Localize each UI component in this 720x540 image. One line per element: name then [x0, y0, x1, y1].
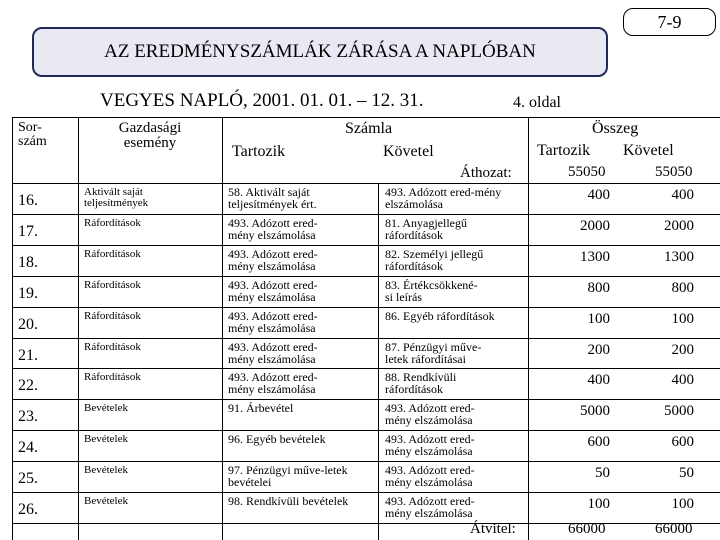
table-top-border	[12, 117, 720, 118]
atvitel-kovetel: 66000	[655, 521, 693, 537]
row-debit-account: 97. Pénzügyi műve-letek bevételei	[228, 463, 348, 490]
row-event: Ráfordítások	[84, 278, 141, 291]
atvitel-label: Átvitel:	[470, 521, 516, 537]
table-row	[12, 307, 720, 339]
row-event: Ráfordítások	[84, 247, 141, 260]
table-row	[12, 430, 720, 462]
header-osszeg: Összeg	[592, 120, 639, 137]
row-credit-account: 87. Pénzügyi műve- letek ráfordításai	[385, 339, 482, 366]
row-event: Bevételek	[84, 433, 128, 446]
row-amount-tartozik: 600	[587, 434, 610, 451]
table-row	[12, 183, 720, 215]
athozat-kovetel: 55050	[655, 164, 693, 180]
header-kovetel: Követel	[383, 143, 434, 160]
row-amount-tartozik: 800	[587, 279, 610, 296]
journal-subtitle: VEGYES NAPLÓ, 2001. 01. 01. – 12. 31.	[100, 90, 424, 111]
atvitel-tartozik: 66000	[568, 521, 606, 537]
row-credit-account: 83. Értékcsökkené- si leírás	[385, 277, 478, 304]
row-amount-kovetel: 1300	[664, 248, 694, 265]
row-event: Ráfordítások	[84, 371, 141, 384]
row-amount-tartozik: 200	[587, 341, 610, 358]
table-row	[12, 399, 720, 431]
table-row	[12, 461, 720, 493]
table-row	[12, 492, 720, 524]
row-amount-tartozik: 100	[587, 496, 610, 512]
athozat-tartozik: 55050	[568, 164, 606, 180]
row-number: 25.	[18, 470, 38, 488]
row-debit-account: 96. Egyéb bevételek	[228, 432, 326, 447]
row-amount-tartozik: 5000	[580, 403, 610, 420]
row-amount-kovetel: 400	[671, 372, 694, 389]
row-credit-account: 86. Egyéb ráfordítások	[385, 308, 495, 323]
row-number: 20.	[18, 315, 38, 333]
row-credit-account: 88. Rendkívüli ráfordítások	[385, 370, 457, 397]
row-amount-kovetel: 400	[671, 187, 694, 203]
row-amount-kovetel: 200	[671, 341, 694, 358]
row-amount-kovetel: 600	[671, 434, 694, 451]
header-esemeny: Gazdasági esemény	[118, 120, 182, 151]
row-event: Ráfordítások	[84, 340, 141, 353]
page-label: 4. oldal	[513, 94, 561, 111]
row-amount-kovetel: 800	[671, 279, 694, 296]
row-number: 17.	[18, 222, 38, 240]
row-number: 23.	[18, 408, 38, 426]
row-debit-account: 58. Aktivált saját teljesítmények ért.	[228, 185, 317, 211]
header-sorszam: Sor- szám	[18, 120, 47, 149]
row-amount-tartozik: 1300	[580, 248, 610, 265]
row-number: 19.	[18, 284, 38, 302]
row-number: 26.	[18, 501, 38, 518]
row-debit-account: 493. Adózott ered- mény elszámolása	[228, 339, 318, 366]
table-row	[12, 245, 720, 277]
row-event: Bevételek	[84, 495, 128, 507]
row-number: 21.	[18, 346, 38, 364]
table-row	[12, 338, 720, 370]
header-tartozik: Tartozik	[232, 143, 286, 160]
row-event: Bevételek	[84, 402, 128, 415]
row-debit-account: 91. Árbevétel	[228, 401, 294, 416]
row-number: 18.	[18, 253, 38, 271]
row-event: Ráfordítások	[84, 309, 141, 322]
row-debit-account: 493. Adózott ered- mény elszámolása	[228, 277, 318, 304]
row-number: 22.	[18, 377, 38, 395]
row-debit-account: 493. Adózott ered- mény elszámolása	[228, 308, 318, 335]
page-number: 7-9	[623, 8, 716, 36]
row-amount-kovetel: 100	[671, 310, 694, 327]
row-event: Ráfordítások	[84, 216, 141, 229]
row-amount-tartozik: 50	[595, 465, 610, 482]
row-amount-kovetel: 50	[679, 465, 694, 482]
row-amount-kovetel: 100	[671, 496, 694, 512]
row-credit-account: 493. Adózott ered- mény elszámolása	[385, 432, 475, 459]
header-szamla: Számla	[345, 120, 393, 137]
row-amount-tartozik: 2000	[580, 217, 610, 234]
row-amount-tartozik: 100	[587, 310, 610, 327]
row-event: Bevételek	[84, 464, 128, 477]
row-credit-account: 493. Adózott ered- mény elszámolása	[385, 463, 475, 490]
row-debit-account: 493. Adózott ered- mény elszámolása	[228, 246, 318, 273]
table-row	[12, 214, 720, 246]
table-row	[12, 276, 720, 308]
row-amount-kovetel: 5000	[664, 403, 694, 420]
row-credit-account: 81. Anyagjellegű ráfordítások	[385, 215, 467, 242]
row-number: 16.	[18, 192, 38, 209]
row-credit-account: 493. Adózott ered- mény elszámolása	[385, 401, 475, 428]
table-row	[12, 368, 720, 400]
table-row-divider	[12, 523, 720, 524]
row-credit-account: 493. Adózott ered-mény elszámolása	[385, 185, 502, 211]
row-debit-account: 493. Adózott ered- mény elszámolása	[228, 215, 318, 242]
row-debit-account: 98. Rendkívüli bevételek	[228, 494, 349, 508]
row-debit-account: 493. Adózott ered- mény elszámolása	[228, 370, 318, 397]
header-osszeg-tartozik: Tartozik	[537, 142, 591, 159]
header-osszeg-kovetel: Követel	[623, 142, 674, 159]
row-amount-tartozik: 400	[587, 372, 610, 389]
row-event: Aktivált saját teljesítmények	[84, 186, 149, 209]
row-amount-kovetel: 2000	[664, 217, 694, 234]
row-number: 24.	[18, 439, 38, 457]
row-credit-account: 493. Adózott ered- mény elszámolása	[385, 494, 475, 520]
row-credit-account: 82. Személyi jellegű ráfordítások	[385, 246, 484, 273]
athozat-label: Áthozat:	[460, 165, 512, 181]
page-title: AZ EREDMÉNYSZÁMLÁK ZÁRÁSA A NAPLÓBAN	[32, 27, 608, 77]
row-amount-tartozik: 400	[587, 187, 610, 203]
